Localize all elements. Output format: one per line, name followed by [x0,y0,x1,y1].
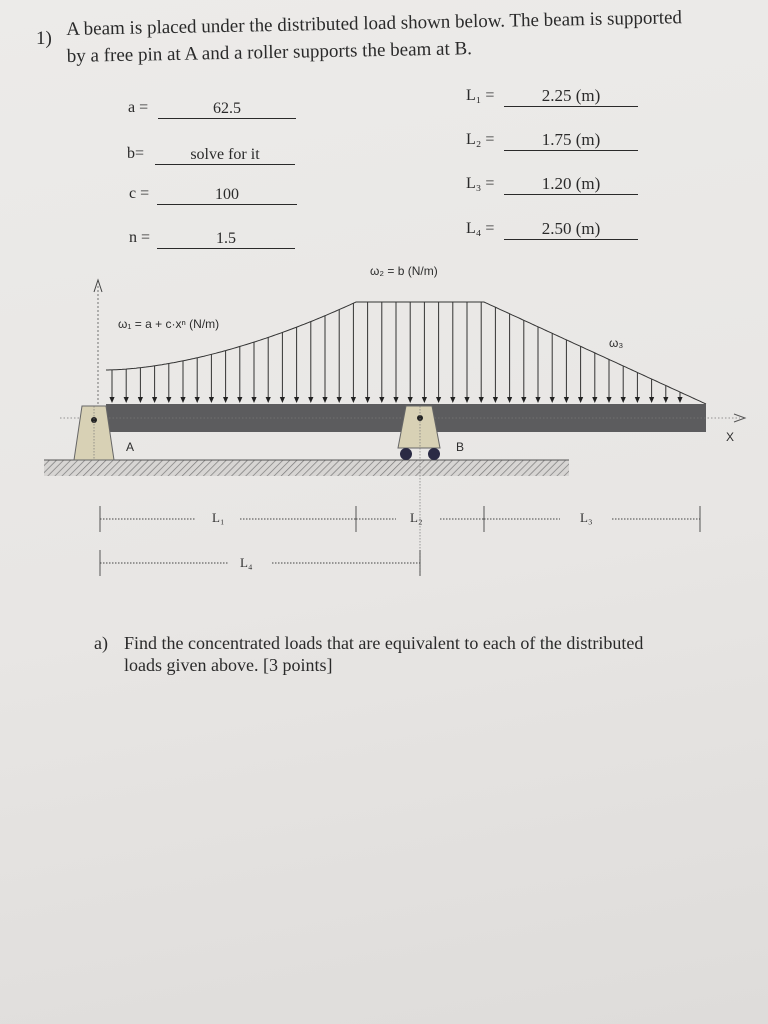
load-arrow-head [649,397,654,403]
param-L2-value: 1.75 (m) [504,130,638,151]
load-arrow-head [251,397,256,403]
ground-hatch [44,460,569,476]
load-arrow-head [550,397,555,403]
load-arrow-head [322,397,327,403]
load-arrow-head [266,397,271,403]
param-L4-label: L₄ = [466,220,495,237]
question-number: 1) [36,28,52,49]
load-arrow-head [351,397,356,403]
load-arrow-head [578,397,583,403]
load-arrow-head [393,397,398,403]
load-arrow-head [521,397,526,403]
param-L3-label: L₃ = [466,175,495,192]
load-arrow-head [677,397,682,403]
omega2-label: ω₂ = b (N/m) [370,264,438,278]
load-arrow-head [507,397,512,403]
load-arrow-head [109,397,114,403]
roller-support-B [398,406,440,448]
load-arrow-head [663,397,668,403]
param-b-value: solve for it [155,146,295,165]
param-L2-label: L₂ = [466,131,495,148]
load-arrow-head [592,397,597,403]
load-arrow-head [436,397,441,403]
dim-L1-label: L₁ [212,510,225,525]
dimension-row-1 [100,506,700,532]
load-arrow-head [606,397,611,403]
load-arrow-head [479,397,484,403]
load-arrow-head [308,397,313,403]
param-c-label: c = [129,185,150,202]
param-a-value: 62.5 [158,100,296,119]
roller-wheel-left [400,448,412,460]
part-a-marker: a) [94,633,108,653]
load-arrow-head [294,397,299,403]
dim-L3-label: L₃ [580,510,593,525]
load-arrow-head [379,397,384,403]
x-axis-label: X [726,430,735,444]
roller-wheel-right [428,448,440,460]
param-L4-value: 2.50 (m) [504,219,638,240]
load-arrow-head [223,397,228,403]
load-arrow-head [337,397,342,403]
load-arrow-head [408,397,413,403]
load-arrow-head [180,397,185,403]
load-arrow-head [152,397,157,403]
load-arrow-head [237,397,242,403]
dim-L4-label: L₄ [240,555,253,570]
support-B-label: B [456,440,465,454]
part-a-line-1: Find the concentrated loads that are equivalent to each of the distributed [124,633,644,653]
param-a-label: a = [128,99,149,116]
param-b-label: b= [127,145,145,162]
load-arrow-head [365,397,370,403]
load-arrow-head [564,397,569,403]
load-arrow-head [493,397,498,403]
load-arrow-head [166,397,171,403]
load-arrow-head [422,397,427,403]
param-n-label: n = [129,229,151,246]
omega3-label: ω₃ [609,336,624,350]
load-arrow-head [209,397,214,403]
param-c-value: 100 [157,186,297,205]
part-a-line-2: loads given above. [3 points] [124,655,333,675]
question-line-1: A beam is placed under the distributed load shown below. The beam is supported [66,7,683,40]
load-arrow-head [535,397,540,403]
param-L3-value: 1.20 (m) [504,174,638,195]
dim-L2-label: L₂ [410,510,423,525]
load-arrow-head [280,397,285,403]
param-n-value: 1.5 [157,230,295,249]
support-A-label: A [126,440,135,454]
load-arrow-head [621,397,626,403]
dimension-row-2 [100,550,420,576]
load-arrow-head [450,397,455,403]
question-line-2: by a free pin at A and a roller supports the beam at B. [66,38,473,67]
load-arrow-head [464,397,469,403]
load-arrow-head [138,397,143,403]
part-a-text [124,632,643,676]
load-arrow-head [124,397,129,403]
param-L1-label: L₁ = [466,87,495,104]
load-arrow-head [635,397,640,403]
load-arrow-head [195,397,200,403]
omega1-label: ω₁ = a + c·xⁿ (N/m) [118,317,220,331]
param-L1-value: 2.25 (m) [504,86,638,107]
